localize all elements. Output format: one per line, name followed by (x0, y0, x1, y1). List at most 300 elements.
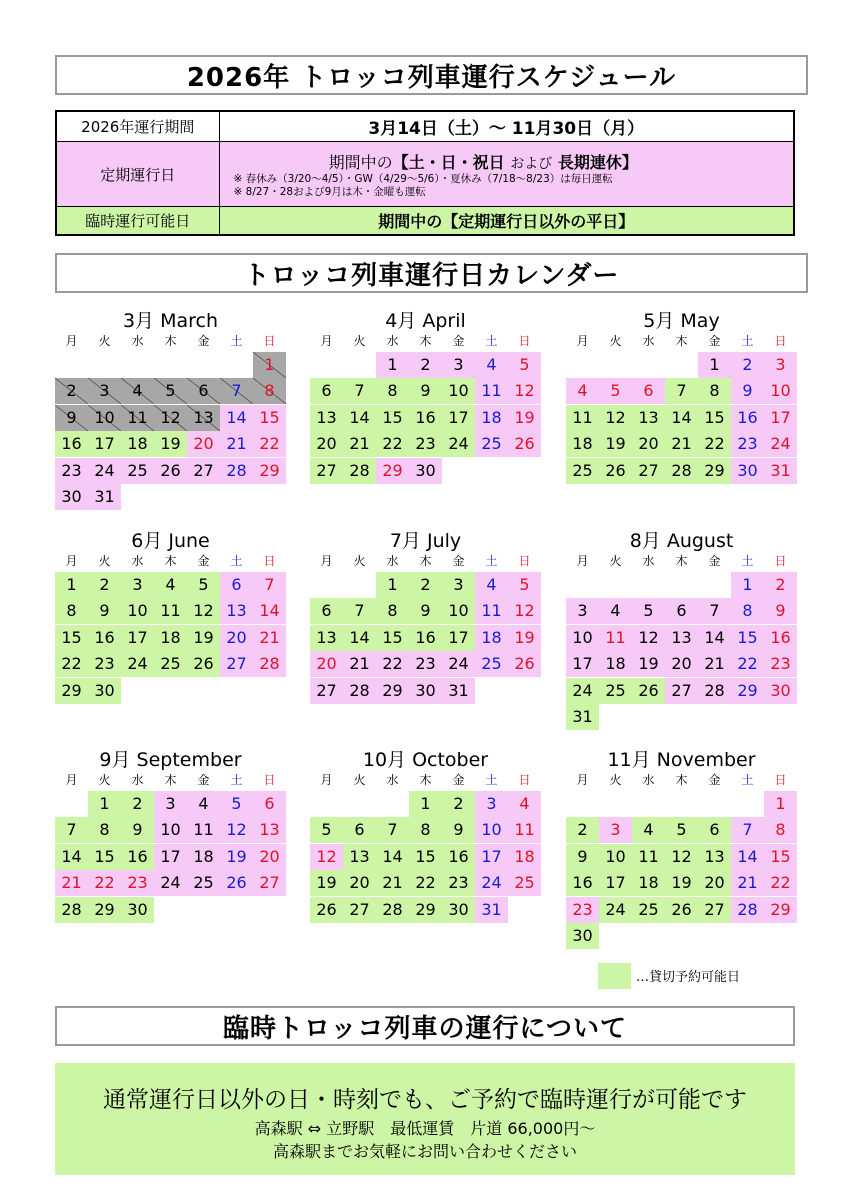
calendar-day: 23 (409, 651, 442, 677)
calendar-day: 24 (442, 651, 475, 677)
calendar-day: 6 (310, 378, 343, 404)
calendar-day: 17 (764, 405, 797, 431)
calendar-day: 8 (88, 817, 121, 843)
calendar-day: 18 (508, 844, 541, 870)
calendar-day: 28 (253, 651, 286, 677)
calendar-day: 21 (343, 431, 376, 457)
calendar-day: 22 (409, 870, 442, 896)
regular-note-2: ※ 8/27・28および9月は木・金曜も運転 (233, 185, 426, 198)
calendar-day: 27 (343, 897, 376, 923)
calendar-day: 23 (764, 651, 797, 677)
weekday-label: 金 (708, 334, 721, 348)
calendar-day: 4 (154, 572, 187, 598)
calendar-day: 31 (475, 897, 508, 923)
calendar-day: 28 (343, 458, 376, 484)
calendar-day: 19 (632, 651, 665, 677)
calendar-day: 24 (121, 651, 154, 677)
calendar-day: 4 (121, 378, 154, 404)
calendar-day: 23 (409, 431, 442, 457)
calendar-day: 12 (220, 817, 253, 843)
calendar-day: 22 (376, 431, 409, 457)
calendar-day: 1 (731, 572, 764, 598)
calendar-day: 28 (343, 678, 376, 704)
calendar-day: 21 (55, 870, 88, 896)
calendar-day: 12 (310, 844, 343, 870)
calendar-day: 9 (409, 598, 442, 624)
calendar-day: 1 (376, 352, 409, 378)
weekday-header (310, 332, 541, 350)
calendar-day: 10 (566, 625, 599, 651)
calendar-day: 7 (343, 598, 376, 624)
calendar-day: 27 (187, 458, 220, 484)
calendar-day: 30 (442, 897, 475, 923)
weekday-label: 日 (518, 334, 531, 348)
weekday-label: 日 (774, 773, 787, 787)
calendar-day: 22 (253, 431, 286, 457)
month-title: 5月 May (643, 310, 720, 332)
calendar-day: 10 (88, 405, 121, 431)
calendar-day: 16 (121, 844, 154, 870)
calendar-day: 26 (310, 897, 343, 923)
calendar-day: 15 (376, 405, 409, 431)
calendar-day: 19 (220, 844, 253, 870)
calendar-day: 26 (154, 458, 187, 484)
weekday-label: 月 (65, 773, 78, 787)
calendar-day: 8 (698, 378, 731, 404)
calendar-day: 4 (566, 378, 599, 404)
calendar-day: 22 (764, 870, 797, 896)
weekday-label: 火 (353, 554, 366, 568)
weekday-header (566, 552, 797, 570)
calendar-day: 26 (632, 678, 665, 704)
calendar-day: 22 (731, 651, 764, 677)
calendar-day: 16 (55, 431, 88, 457)
calendar-day: 9 (409, 378, 442, 404)
calendar-day: 5 (220, 791, 253, 817)
weekday-label: 月 (576, 334, 589, 348)
calendar-day: 1 (55, 572, 88, 598)
calendar-day: 17 (442, 625, 475, 651)
calendar-day: 3 (599, 817, 632, 843)
calendar-day: 16 (442, 844, 475, 870)
calendar-day: 26 (508, 651, 541, 677)
calendar-day: 27 (310, 458, 343, 484)
regular-holidays: 長期連休】 (557, 152, 638, 172)
weekday-label: 土 (485, 773, 498, 787)
weekday-label: 木 (419, 773, 432, 787)
calendar-day: 8 (731, 598, 764, 624)
calendar-day: 15 (253, 405, 286, 431)
calendar-day: 6 (343, 817, 376, 843)
calendar-day: 10 (599, 844, 632, 870)
calendar-day: 26 (508, 431, 541, 457)
weekday-label: 火 (609, 334, 622, 348)
calendar-day: 19 (508, 625, 541, 651)
calendar-day: 19 (310, 870, 343, 896)
weekday-label: 火 (353, 773, 366, 787)
calendar-day: 21 (731, 870, 764, 896)
calendar-day: 15 (764, 844, 797, 870)
weekday-label: 水 (131, 773, 144, 787)
calendar-day: 10 (764, 378, 797, 404)
calendar-day: 30 (409, 458, 442, 484)
calendar-day: 27 (220, 651, 253, 677)
calendar-day: 21 (665, 431, 698, 457)
calendar-day: 20 (343, 870, 376, 896)
calendar-day: 29 (698, 458, 731, 484)
temp-value: 期間中の【定期運行日以外の平日】 (219, 207, 794, 235)
calendar-day: 1 (409, 791, 442, 817)
calendar-day: 20 (310, 431, 343, 457)
weekday-label: 土 (230, 554, 243, 568)
calendar-day: 9 (731, 378, 764, 404)
calendar-day: 16 (409, 625, 442, 651)
calendar-day: 23 (731, 431, 764, 457)
calendar-day: 2 (88, 572, 121, 598)
calendar-day: 25 (187, 870, 220, 896)
calendar-day: 20 (632, 431, 665, 457)
calendar-day: 22 (88, 870, 121, 896)
rinji-line-1: 通常運行日以外の日・時刻でも、ご予約で臨時運行が可能です (103, 1087, 747, 1113)
calendar-day: 4 (475, 352, 508, 378)
calendar-day: 20 (665, 651, 698, 677)
calendar-day: 7 (343, 378, 376, 404)
calendar-day: 21 (253, 625, 286, 651)
calendar-day: 5 (310, 817, 343, 843)
calendar-day: 28 (665, 458, 698, 484)
calendar-day: 12 (508, 598, 541, 624)
calendar-day: 14 (698, 625, 731, 651)
calendar-day: 28 (731, 897, 764, 923)
calendar-day: 26 (220, 870, 253, 896)
calendar-day: 24 (154, 870, 187, 896)
schedule-row-temp (56, 207, 794, 235)
calendar-day: 13 (253, 817, 286, 843)
calendar-day: 14 (731, 844, 764, 870)
calendar-day: 3 (88, 378, 121, 404)
weekday-label: 金 (708, 554, 721, 568)
calendar-day: 7 (220, 378, 253, 404)
calendar-day: 19 (154, 431, 187, 457)
calendar-day: 15 (698, 405, 731, 431)
calendar-day: 1 (88, 791, 121, 817)
month-title: 6月 June (131, 530, 210, 552)
calendar-day: 27 (665, 678, 698, 704)
calendar-day: 4 (599, 598, 632, 624)
calendar-day: 27 (253, 870, 286, 896)
calendar-day: 5 (187, 572, 220, 598)
period-label: 2026年運行期間 (56, 111, 219, 141)
rinji-info-box (55, 1063, 795, 1175)
calendar-day: 3 (475, 791, 508, 817)
regular-label: 定期運行日 (56, 141, 219, 206)
calendar-day: 2 (121, 791, 154, 817)
calendar-day: 1 (764, 791, 797, 817)
weekday-label: 日 (774, 334, 787, 348)
calendar-day: 26 (665, 897, 698, 923)
calendar-day: 18 (121, 431, 154, 457)
calendar-day: 29 (55, 678, 88, 704)
calendar-day: 10 (121, 598, 154, 624)
calendar-day: 29 (409, 897, 442, 923)
weekday-label: 金 (197, 334, 210, 348)
calendar-day: 25 (475, 431, 508, 457)
calendar-day: 13 (187, 405, 220, 431)
calendar-day: 19 (187, 625, 220, 651)
month-title: 3月 March (122, 310, 219, 332)
calendar-day: 16 (409, 405, 442, 431)
calendar-day: 14 (253, 598, 286, 624)
calendar-day: 12 (599, 405, 632, 431)
calendar-day: 23 (442, 870, 475, 896)
calendar-day: 8 (376, 598, 409, 624)
calendar-day: 30 (55, 484, 88, 510)
weekday-label: 木 (164, 334, 177, 348)
calendar-day: 6 (253, 791, 286, 817)
month-title: 10月 October (362, 749, 489, 771)
month-title: 9月 September (99, 749, 242, 771)
regular-note-1: ※ 春休み（3/20～4/5）・GW（4/29～5/6）・夏休み（7/18～8/23）は毎日運転 (233, 172, 613, 185)
calendar-day: 9 (442, 817, 475, 843)
weekday-label: 火 (353, 334, 366, 348)
calendar-day: 15 (731, 625, 764, 651)
calendar-day: 2 (409, 352, 442, 378)
calendar-day: 2 (731, 352, 764, 378)
regular-main-text (234, 150, 794, 173)
calendar-day: 30 (88, 678, 121, 704)
weekday-header (310, 771, 541, 789)
calendar-day: 25 (508, 870, 541, 896)
weekday-label: 土 (230, 773, 243, 787)
calendar-day: 25 (121, 458, 154, 484)
calendar-day: 10 (442, 378, 475, 404)
calendar-day: 3 (154, 791, 187, 817)
calendar-day: 9 (121, 817, 154, 843)
calendar-day: 25 (599, 678, 632, 704)
weekday-header (55, 332, 286, 350)
calendar-day: 26 (187, 651, 220, 677)
weekday-label: 月 (65, 554, 78, 568)
calendar-day: 24 (566, 678, 599, 704)
calendar-day: 20 (220, 625, 253, 651)
calendar-day: 23 (88, 651, 121, 677)
calendar-day: 21 (376, 870, 409, 896)
calendar-day: 12 (154, 405, 187, 431)
calendar-day: 14 (220, 405, 253, 431)
weekday-label: 木 (419, 554, 432, 568)
calendar-day: 29 (253, 458, 286, 484)
calendar-day: 3 (442, 572, 475, 598)
calendar-day: 18 (475, 405, 508, 431)
calendar-day: 15 (55, 625, 88, 651)
calendar-day: 29 (88, 897, 121, 923)
calendar-day: 25 (154, 651, 187, 677)
rinji-title: 臨時トロッコ列車の運行について (55, 1006, 795, 1046)
page-title: 2026年 トロッコ列車運行スケジュール (55, 55, 808, 95)
calendar-day: 19 (599, 431, 632, 457)
calendar-day: 20 (698, 870, 731, 896)
calendar-day: 1 (698, 352, 731, 378)
calendar-day: 15 (376, 625, 409, 651)
regular-and: および (510, 155, 553, 172)
calendar-day: 30 (409, 678, 442, 704)
calendar-day: 4 (475, 572, 508, 598)
calendar-day: 14 (665, 405, 698, 431)
calendar-day: 25 (566, 458, 599, 484)
calendar-day: 31 (566, 704, 599, 730)
calendar-day: 16 (88, 625, 121, 651)
weekday-label: 木 (419, 334, 432, 348)
weekday-label: 土 (741, 773, 754, 787)
calendar-day: 6 (220, 572, 253, 598)
weekday-label: 水 (131, 334, 144, 348)
calendar-day: 13 (343, 844, 376, 870)
calendar-day: 8 (409, 817, 442, 843)
weekday-label: 水 (642, 773, 655, 787)
calendar-day: 7 (55, 817, 88, 843)
weekday-label: 金 (197, 773, 210, 787)
weekday-label: 土 (741, 554, 754, 568)
calendar-day: 7 (731, 817, 764, 843)
calendar-day: 5 (632, 598, 665, 624)
calendar-day: 9 (88, 598, 121, 624)
calendar-day: 13 (632, 405, 665, 431)
schedule-table (55, 110, 795, 236)
calendar-day: 11 (121, 405, 154, 431)
calendar-day: 31 (442, 678, 475, 704)
calendar-day: 13 (220, 598, 253, 624)
calendar-day: 13 (698, 844, 731, 870)
calendar-day: 22 (55, 651, 88, 677)
weekday-label: 金 (452, 334, 465, 348)
weekday-label: 日 (518, 554, 531, 568)
calendar-day: 26 (599, 458, 632, 484)
weekday-label: 月 (320, 334, 333, 348)
weekday-label: 木 (164, 773, 177, 787)
calendar-day: 5 (665, 817, 698, 843)
weekday-label: 水 (386, 554, 399, 568)
calendar-day: 10 (475, 817, 508, 843)
weekday-label: 土 (741, 334, 754, 348)
weekday-label: 日 (263, 773, 276, 787)
weekday-label: 日 (263, 554, 276, 568)
calendar-day: 11 (475, 598, 508, 624)
calendar-day: 21 (343, 651, 376, 677)
weekday-label: 火 (609, 554, 622, 568)
calendar-day: 17 (475, 844, 508, 870)
calendar-day: 25 (475, 651, 508, 677)
calendar-day: 8 (253, 378, 286, 404)
calendar-day: 21 (698, 651, 731, 677)
calendar-day: 11 (632, 844, 665, 870)
weekday-label: 木 (675, 773, 688, 787)
calendar-day: 31 (88, 484, 121, 510)
weekday-label: 金 (197, 554, 210, 568)
calendar-day: 1 (376, 572, 409, 598)
calendar-day: 15 (88, 844, 121, 870)
calendar-day: 28 (220, 458, 253, 484)
calendar-day: 25 (632, 897, 665, 923)
calendar-day: 5 (508, 352, 541, 378)
month-title: 11月 November (607, 749, 756, 771)
calendar-day: 30 (764, 678, 797, 704)
calendar-day: 11 (187, 817, 220, 843)
calendar-day: 3 (764, 352, 797, 378)
calendar-day: 23 (566, 897, 599, 923)
calendar-day: 3 (121, 572, 154, 598)
calendar-day: 12 (187, 598, 220, 624)
calendar-day: 17 (442, 405, 475, 431)
weekday-label: 木 (164, 554, 177, 568)
weekday-label: 火 (98, 773, 111, 787)
calendar-day: 27 (632, 458, 665, 484)
weekday-label: 土 (485, 554, 498, 568)
calendar-day: 9 (566, 844, 599, 870)
weekday-label: 月 (65, 334, 78, 348)
calendar-day: 11 (599, 625, 632, 651)
calendar-day: 10 (154, 817, 187, 843)
rinji-line-3: 高森駅までお気軽にお問い合わせください (272, 1142, 577, 1161)
weekday-header (55, 771, 286, 789)
calendar-day: 18 (187, 844, 220, 870)
calendar-day: 13 (310, 625, 343, 651)
calendar-day: 30 (121, 897, 154, 923)
calendar-day: 16 (764, 625, 797, 651)
calendar-day: 15 (409, 844, 442, 870)
weekday-header (566, 771, 797, 789)
calendar-day: 11 (508, 817, 541, 843)
calendar-day: 19 (665, 870, 698, 896)
calendar-day: 30 (731, 458, 764, 484)
calendar-title: トロッコ列車運行日カレンダー (55, 253, 808, 293)
calendar-day: 6 (665, 598, 698, 624)
calendar-day: 11 (566, 405, 599, 431)
weekday-label: 月 (576, 554, 589, 568)
calendar-day: 30 (566, 923, 599, 949)
weekday-label: 火 (98, 554, 111, 568)
weekday-label: 月 (320, 554, 333, 568)
calendar-day: 4 (632, 817, 665, 843)
calendar-day: 12 (508, 378, 541, 404)
calendar-day: 18 (475, 625, 508, 651)
calendar-day: 5 (508, 572, 541, 598)
weekday-label: 日 (774, 554, 787, 568)
calendar-day: 17 (154, 844, 187, 870)
calendar-day: 18 (566, 431, 599, 457)
calendar-day: 12 (632, 625, 665, 651)
weekday-label: 日 (263, 334, 276, 348)
calendar-day: 16 (566, 870, 599, 896)
calendar-day: 23 (55, 458, 88, 484)
schedule-row-period (56, 111, 794, 141)
calendar-day: 23 (121, 870, 154, 896)
month-title: 4月 April (385, 310, 466, 332)
calendar-day: 28 (376, 897, 409, 923)
weekday-label: 木 (675, 554, 688, 568)
weekday-label: 水 (642, 334, 655, 348)
calendar-day: 9 (764, 598, 797, 624)
weekday-label: 金 (452, 773, 465, 787)
calendar-day: 11 (154, 598, 187, 624)
calendar-day: 14 (55, 844, 88, 870)
calendar-day: 17 (566, 651, 599, 677)
calendar-day: 6 (310, 598, 343, 624)
calendar-day: 7 (698, 598, 731, 624)
weekday-header (55, 552, 286, 570)
weekday-label: 木 (675, 334, 688, 348)
calendar-day: 28 (698, 678, 731, 704)
calendar-day: 2 (764, 572, 797, 598)
